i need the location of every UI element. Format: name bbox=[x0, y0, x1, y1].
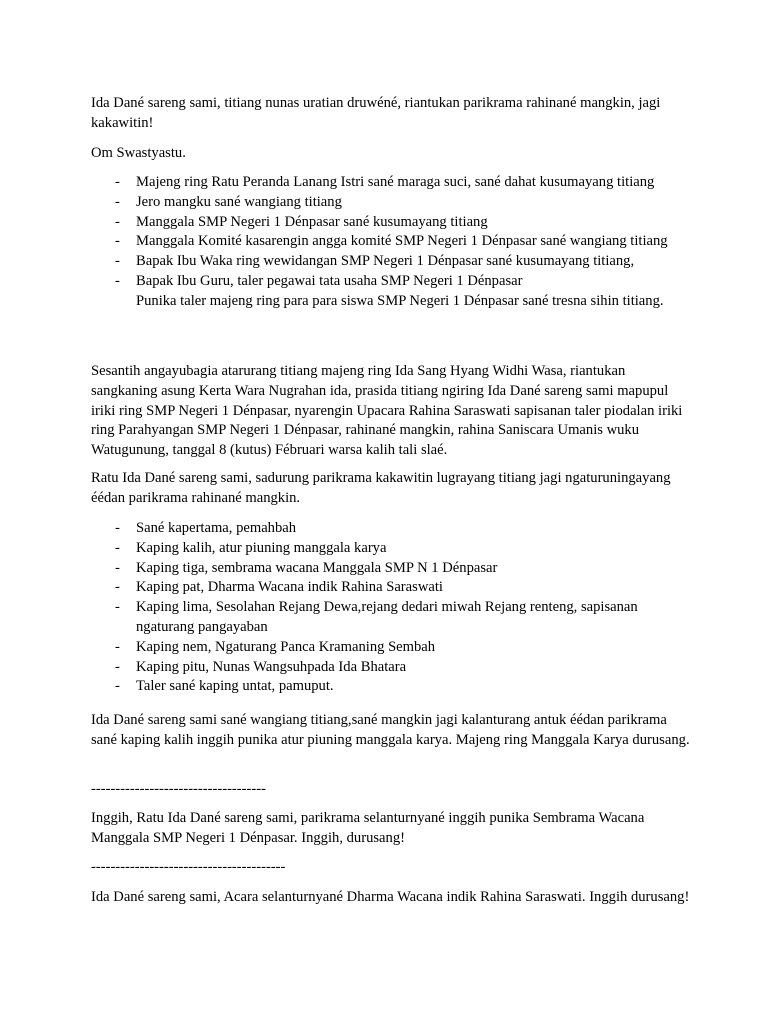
list-bullet: - bbox=[115, 213, 120, 230]
agenda-intro-paragraph: Ratu Ida Dané sareng sami, sadurung parikrama kakawitin lugrayang titiang jagi ngaturuningayang éédan parikrama rahinané mangkin. bbox=[91, 470, 671, 506]
list-bullet: - bbox=[115, 638, 120, 655]
list-bullet: - bbox=[115, 253, 120, 270]
list-item: - Kaping nem, Ngaturang Panca Kramaning Sembah bbox=[91, 638, 691, 658]
next-agenda-paragraph-2: Inggih, Ratu Ida Dané sareng sami, parikrama selanturnyané inggih punika Sembrama Wacana Manggala SMP Negeri 1 Dénpasar. Inggih, durusang! bbox=[91, 810, 645, 846]
list-item: - Kaping tiga, sembrama wacana Manggala SMP N 1 Dénpasar bbox=[91, 559, 691, 579]
list-item: - Bapak Ibu Guru, taler pegawai tata usaha SMP Negeri 1 Dénpasar Punika taler majeng ring para para siswa SMP Negeri 1 Dénpasar sané tresna sihin titiang. bbox=[91, 272, 691, 312]
list-bullet: - bbox=[115, 539, 120, 556]
next-agenda-paragraph-3: Ida Dané sareng sami, Acara selanturnyané Dharma Wacana indik Rahina Saraswati. Inggih durusang! bbox=[91, 889, 690, 905]
list-bullet: - bbox=[115, 272, 120, 289]
list-bullet: - bbox=[115, 579, 120, 596]
list-bullet: - bbox=[115, 658, 120, 675]
respect-list-continuation: Punika taler majeng ring para para siswa SMP Negeri 1 Dénpasar sané tresna sihin titiang. bbox=[136, 292, 664, 309]
list-item: - Manggala Komité kasarengin angga komité SMP Negeri 1 Dénpasar sané wangiang titiang bbox=[91, 232, 691, 252]
list-bullet: - bbox=[115, 174, 120, 190]
list-item: - Manggala SMP Negeri 1 Dénpasar sané kusumayang titiang bbox=[91, 213, 691, 233]
gratitude-paragraph: Sesantih angayubagia atarurang titiang majeng ring Ida Sang Hyang Widhi Wasa, riantukan sangkaning asung Kerta Wara Nugrahan ida, prasida titiang ngiring Ida Dané sareng sami mapupul iriki ring SMP Negeri 1 Dénpasar, nyarengin Upacara Rahina Saraswati sapisanan taler piodalan iriki ring Parahyangan SMP Negeri 1 Dénpasar, rahinané mangkin, rahina Saniscara Umanis wuku Watugunung, tanggal 8 (kutus) Fébruari warsa kalih tali slaé. bbox=[91, 363, 683, 459]
next-agenda-paragraph-1: Ida Dané sareng sami sané wangiang titiang,sané mangkin jagi kalanturang antuk éédan parikrama sané kaping kalih inggih punika atur piuning manggala karya. Majeng ring Manggala Karya durusang. bbox=[91, 712, 690, 748]
agenda-list bbox=[91, 519, 691, 697]
list-bullet: - bbox=[115, 599, 120, 616]
greeting: Om Swastyastu. bbox=[91, 145, 186, 161]
list-item: - Sané kapertama, pemahbah bbox=[91, 519, 691, 539]
list-item: - Kaping lima, Sesolahan Rejang Dewa,rejang dedari miwah Rejang renteng, sapisanan ngaturang pangayaban bbox=[115, 599, 638, 635]
list-item: - Jero mangku sané wangiang titiang bbox=[91, 193, 691, 213]
list-bullet: - bbox=[115, 233, 120, 250]
separator-2: ---------------------------------------- bbox=[91, 859, 286, 875]
list-item: - Kaping kalih, atur piuning manggala karya bbox=[91, 539, 691, 559]
intro-paragraph: Ida Dané sareng sami, titiang nunas uratian druwéné, riantukan parikrama rahinané mangkin, jagi kakawitin! bbox=[91, 95, 661, 131]
list-item: - Majeng ring Ratu Peranda Lanang Istri sané maraga suci, sané dahat kusumayang titiang bbox=[91, 173, 691, 193]
list-bullet: - bbox=[115, 193, 120, 210]
list-item: - Bapak Ibu Waka ring wewidangan SMP Negeri 1 Dénpasar sané kusumayang titiang, bbox=[91, 252, 691, 272]
list-item: - Taler sané kaping untat, pamuput. bbox=[91, 677, 691, 697]
list-bullet: - bbox=[115, 520, 120, 536]
list-item: - Kaping pitu, Nunas Wangsuhpada Ida Bhatara bbox=[91, 658, 691, 678]
respect-list bbox=[91, 173, 691, 312]
list-bullet: - bbox=[115, 559, 120, 576]
separator-1: ------------------------------------ bbox=[91, 781, 266, 797]
list-bullet: - bbox=[115, 678, 120, 695]
list-item: - Kaping pat, Dharma Wacana indik Rahina Saraswati bbox=[91, 578, 691, 598]
